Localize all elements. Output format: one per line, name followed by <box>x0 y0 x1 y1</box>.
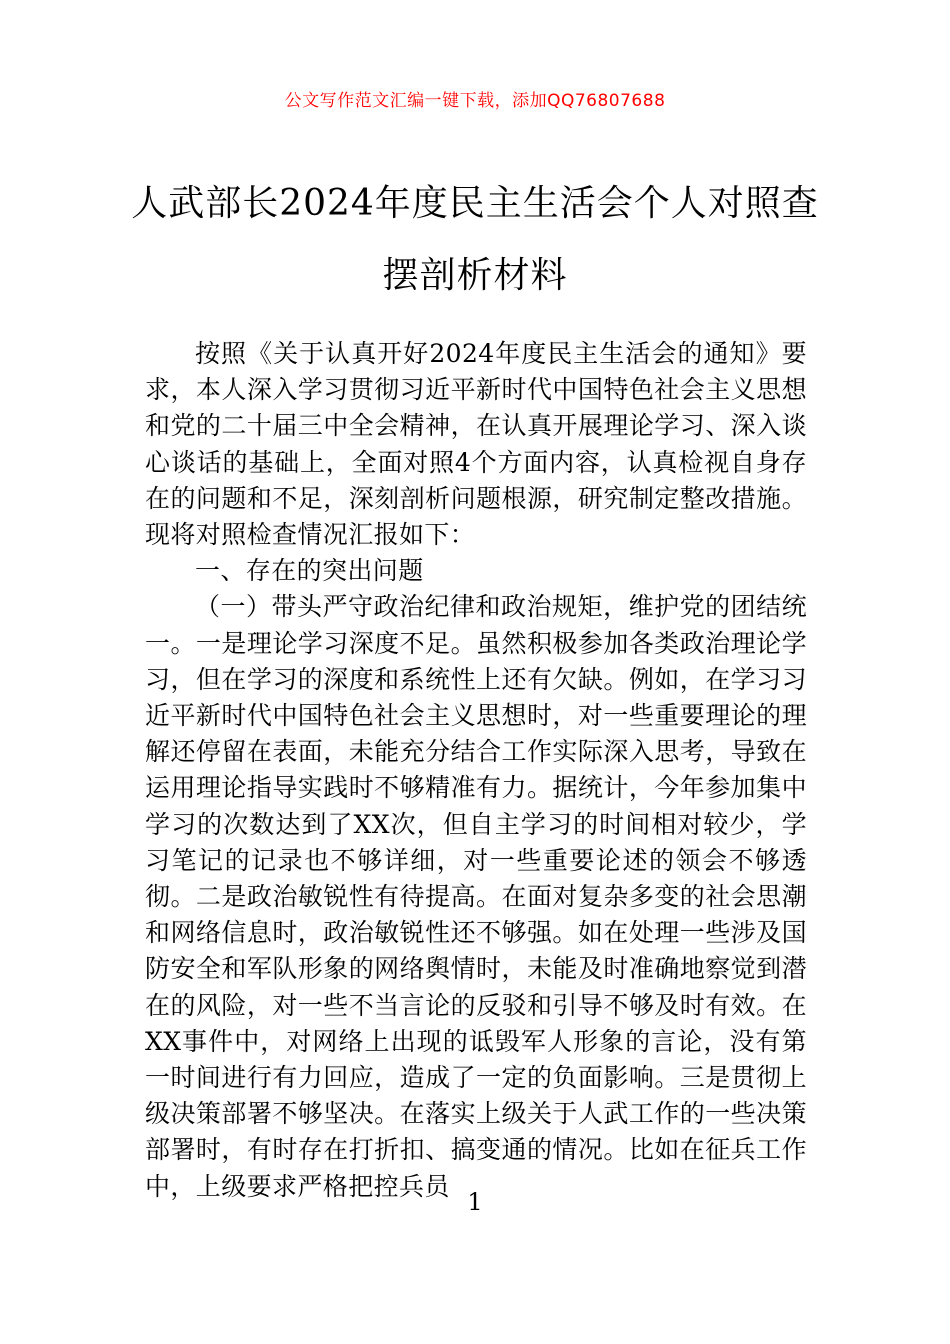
section-heading: 一、存在的突出问题 <box>195 556 424 586</box>
intro-paragraph: 按照《关于认真开好2024年度民主生活会的通知》要求，本人深入学习贯彻习近平新时代中国特色社会主义思想和党的二十届三中全会精神，在认真开展理论学习、深入谈心谈话的基础上，全面对照4个方面内容，认真检视自身存在的问题和不足，深刻剖析问题根源，研究制定整改措施。现将对照检查情况汇报如下： <box>145 339 807 550</box>
document-title-line2: 摆剖析材料 <box>382 255 568 296</box>
document-title-line1: 人武部长2024年度民主生活会个人对照查 <box>131 183 819 224</box>
subsection-paragraph: （一）带头严守政治纪律和政治规矩，维护党的团结统一。一是理论学习深度不足。虽然积极参加各类政治理论学习，但在学习的深度和系统性上还有欠缺。例如，在学习习近平新时代中国特色社会主义思想时，对一些重要理论的理解还停留在表面，未能充分结合工作实际深入思考，导致在运用理论指导实践时不够精准有力。据统计，今年参加集中学习的次数达到了XX次，但自主学习的时间相对较少，学习笔记的记录也不够详细，对一些重要论述的领会不够透彻。二是政治敏锐性有待提高。在面对复杂多变的社会思潮和网络信息时，政治敏锐性还不够强。如在处理一些涉及国防安全和军队形象的网络舆情时，未能及时准确地察觉到潜在的风险，对一些不当言论的反驳和引导不够及时有效。在XX事件中，对网络上出现的诋毁军人形象的言论，没有第一时间进行有力回应，造成了一定的负面影响。三是贯彻上级决策部署不够坚决。在落实上级关于人武工作的一些决策部署时，有时存在打折扣、搞变通的情况。比如在征兵工作中，上级要求严格把控兵员 <box>145 592 807 1201</box>
header-ad-text: 公文写作范文汇编一键下载，添加QQ76807688 <box>284 91 666 111</box>
page-number: 1 <box>467 1188 483 1216</box>
document-title <box>0 168 950 312</box>
document-body <box>145 336 807 1205</box>
